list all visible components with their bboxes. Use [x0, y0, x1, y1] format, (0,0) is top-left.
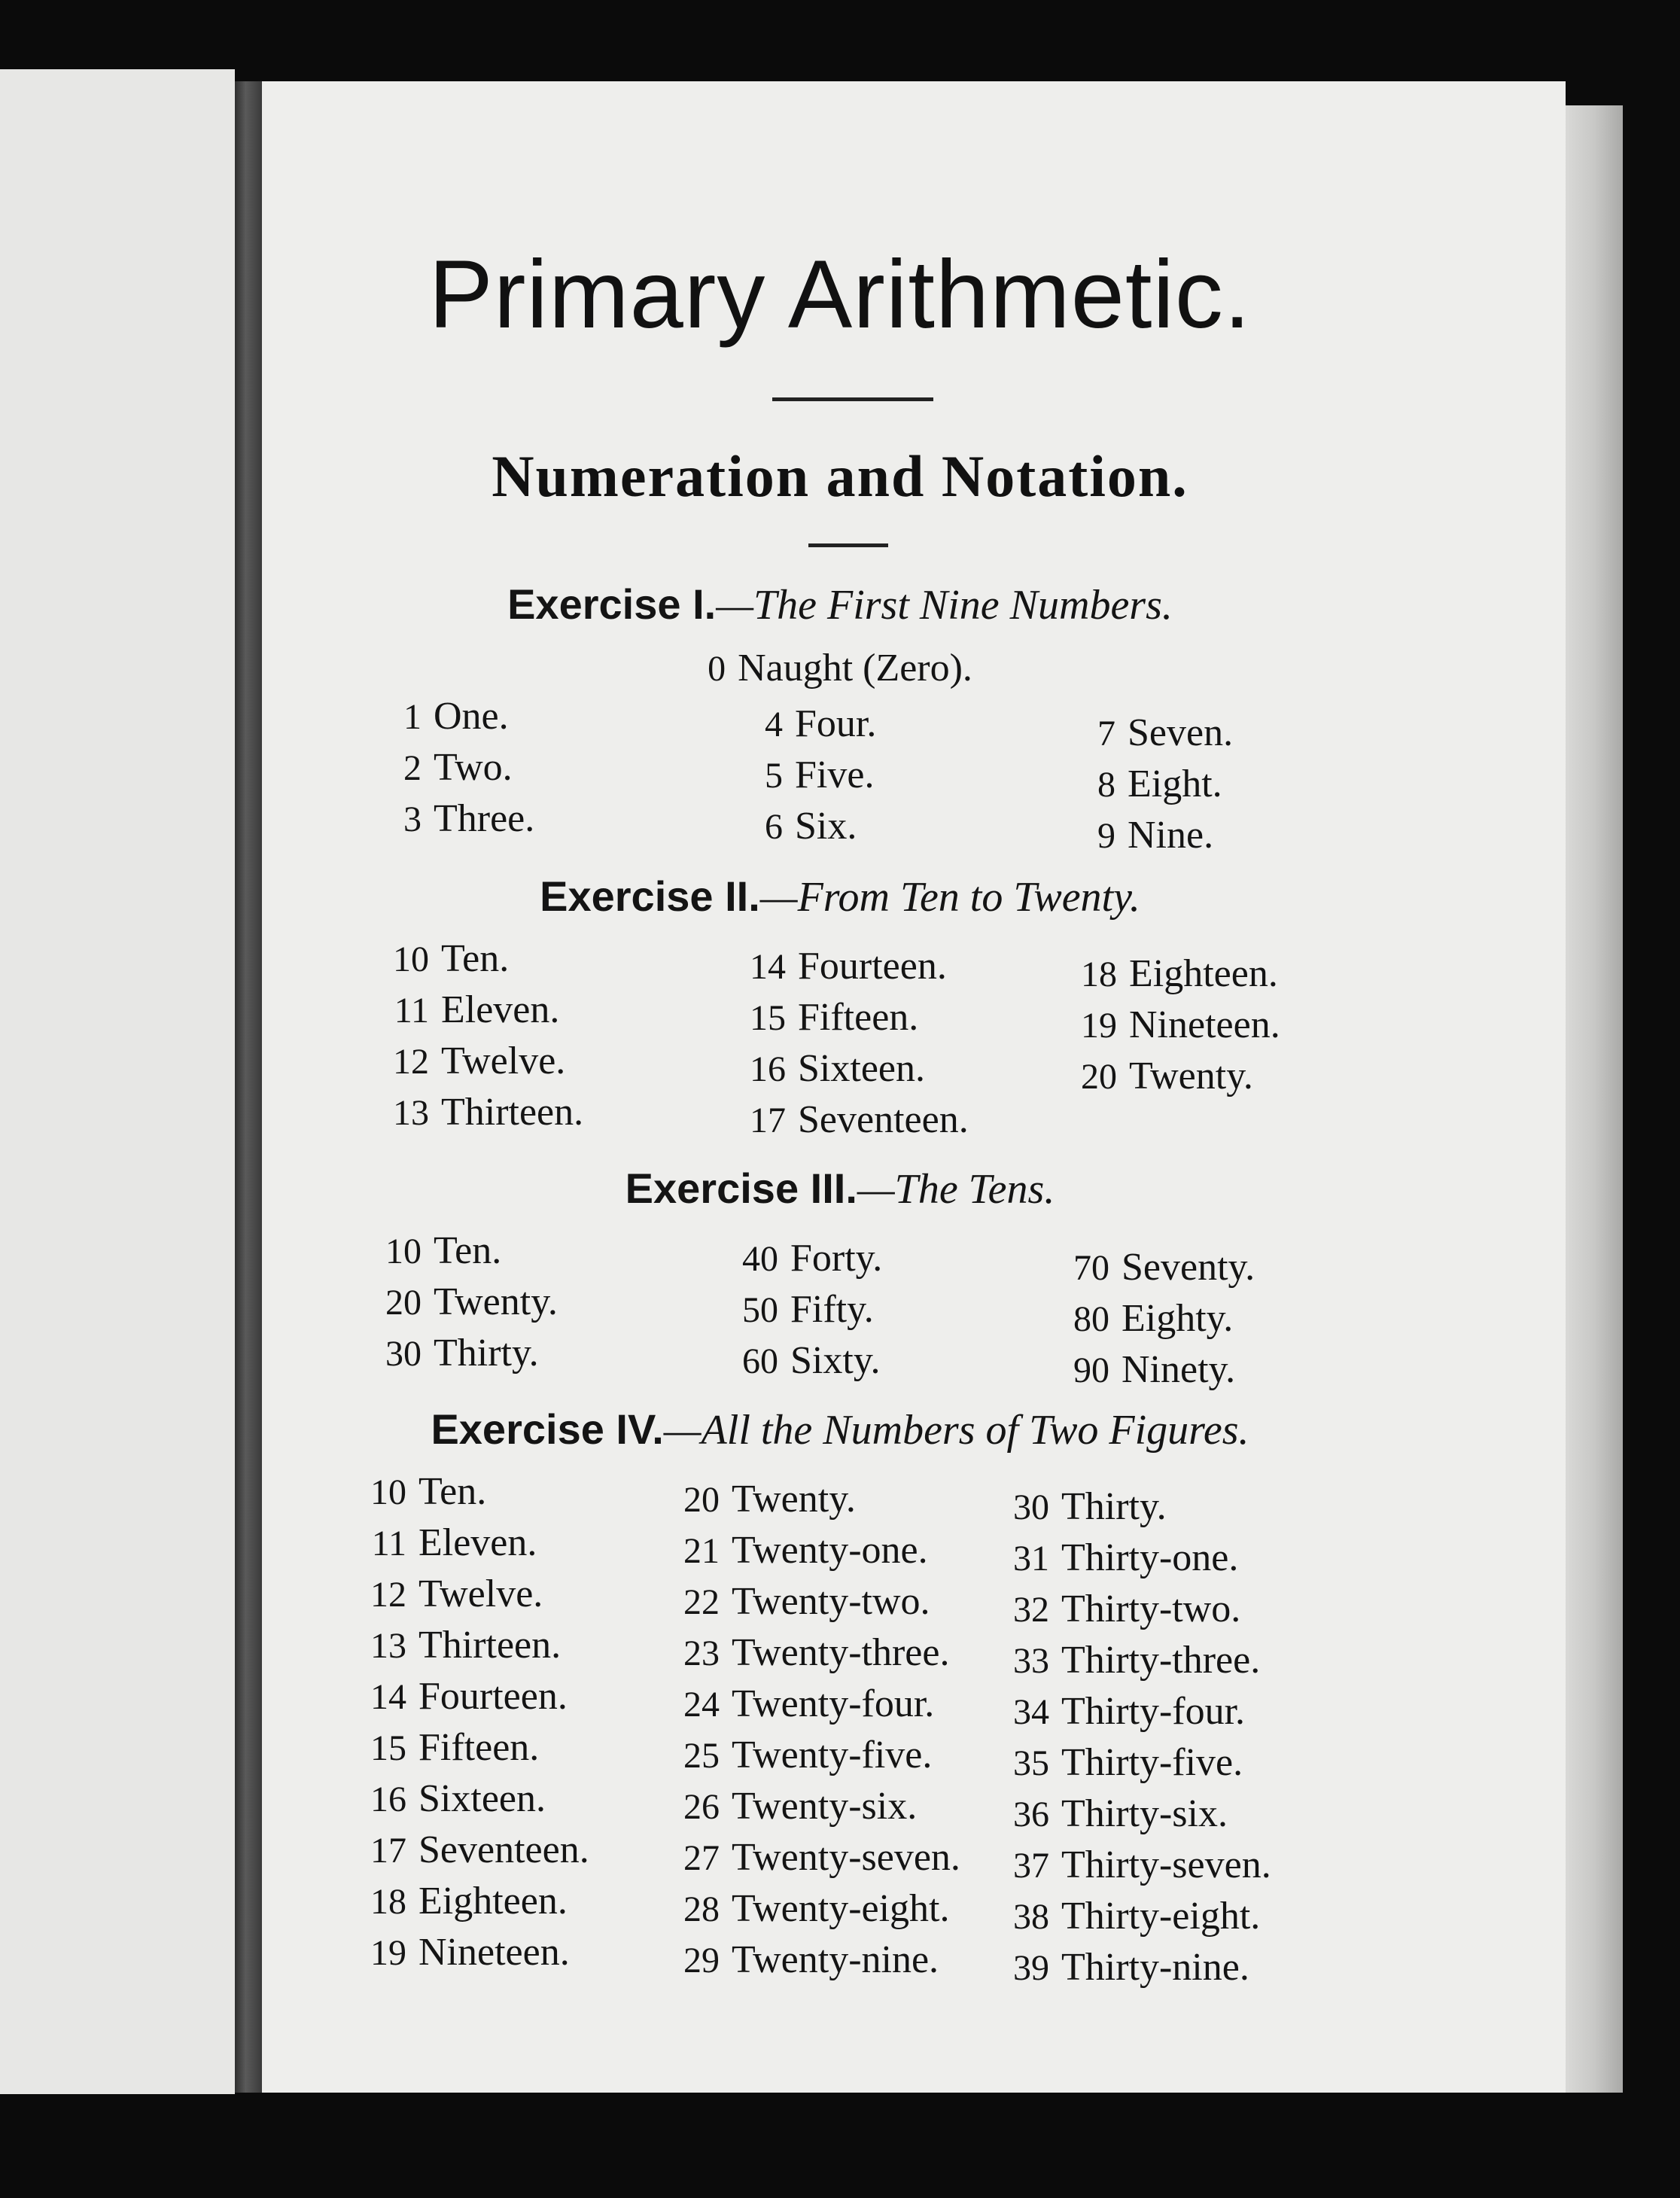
entry-number: 26 [683, 1787, 720, 1827]
entry-number: 2 [403, 748, 422, 788]
list-item [346, 1674, 568, 1720]
entry-word: Twenty-five. [732, 1734, 933, 1776]
list-item [346, 1828, 589, 1874]
entry-word: Sixteen. [798, 1047, 925, 1090]
entry-number: 33 [1013, 1641, 1049, 1681]
list-item [989, 1792, 1228, 1837]
entry-word: Thirteen. [418, 1624, 562, 1667]
entry-word: Fourteen. [418, 1675, 568, 1718]
entry-number: 38 [1013, 1897, 1049, 1937]
entry-number: 29 [683, 1941, 720, 1980]
entry-word: Three. [434, 797, 535, 840]
entry-word: Twenty. [1129, 1055, 1253, 1097]
list-item [1057, 1054, 1253, 1100]
entry-word: Twenty-six. [732, 1785, 918, 1828]
entry-number: 20 [683, 1480, 720, 1520]
entry-number: 14 [370, 1677, 406, 1717]
entry-word: Thirty-seven. [1061, 1843, 1271, 1886]
entry-number: 25 [683, 1736, 720, 1776]
list-item [369, 936, 509, 982]
entry-word: Seventeen. [418, 1828, 589, 1871]
entry-number: 28 [683, 1889, 720, 1929]
entry-number: 21 [683, 1531, 720, 1571]
entry-word: Thirty-six. [1061, 1792, 1228, 1835]
section-subtitle: Numeration and Notation. [492, 443, 1188, 509]
entry-word: Eighty. [1122, 1297, 1234, 1340]
entry-number: 80 [1073, 1299, 1109, 1339]
entry-word: Two. [434, 746, 513, 789]
entry-number: 15 [750, 998, 786, 1038]
title-rule [772, 397, 933, 401]
list-item [718, 1287, 874, 1333]
entry-number: 16 [370, 1779, 406, 1819]
entry-number: 30 [1013, 1487, 1049, 1527]
entry-word: Twenty. [434, 1280, 558, 1323]
list-item [659, 1630, 949, 1676]
entry-word: Thirty-two. [1061, 1588, 1241, 1630]
entry-word: Ten. [434, 1229, 502, 1272]
book-spine [235, 81, 262, 2093]
entry-word: Twenty-two. [732, 1580, 930, 1623]
entry-number: 20 [385, 1283, 422, 1323]
list-item [718, 1236, 882, 1282]
entry-number: 37 [1013, 1846, 1049, 1886]
entry-word: Eleven. [418, 1521, 537, 1564]
list-item [659, 1682, 934, 1728]
list-item [1078, 762, 1222, 808]
list-item [346, 1776, 546, 1822]
list-item [1078, 711, 1233, 757]
list-item [346, 1879, 568, 1925]
list-item [1078, 813, 1213, 859]
entry-word: Naught (Zero). [738, 647, 972, 690]
list-item [384, 796, 534, 842]
entry-number: 1 [403, 697, 422, 737]
list-item [659, 1784, 917, 1830]
entry-word: Twenty-seven. [732, 1836, 960, 1879]
entry-word: Nine. [1128, 814, 1214, 857]
list-item [1049, 1296, 1233, 1342]
list-item [1057, 1003, 1280, 1049]
entry-number: 36 [1013, 1795, 1049, 1834]
list-item [369, 1039, 565, 1085]
entry-word: Nineteen. [418, 1931, 570, 1974]
entry-word: Twenty-four. [732, 1682, 935, 1725]
list-item [659, 1579, 930, 1625]
list-item [346, 1725, 539, 1771]
entry-word: Eighteen. [418, 1880, 568, 1922]
entry-number: 10 [385, 1231, 422, 1271]
exercise-label: Exercise IV. [431, 1405, 664, 1453]
entry-number: 13 [393, 1093, 429, 1133]
list-item [989, 1740, 1243, 1786]
list-item [1049, 1245, 1255, 1291]
entry-number: 4 [765, 705, 783, 744]
exercise-dash: — [716, 582, 753, 629]
list-item [384, 694, 509, 740]
entry-word: Twelve. [441, 1040, 566, 1082]
entry-number: 9 [1097, 816, 1115, 856]
entry-word: Ninety. [1122, 1348, 1236, 1391]
entry-word: Thirty. [434, 1332, 539, 1375]
entry-number: 8 [1097, 765, 1115, 805]
exercise-topic: The First Nine Numbers. [753, 582, 1173, 629]
entry-number: 12 [370, 1575, 406, 1615]
list-item [361, 1228, 501, 1274]
entry-word: Twelve. [418, 1572, 543, 1615]
entry-number: 13 [370, 1626, 406, 1666]
entry-word: Forty. [790, 1237, 883, 1280]
entry-number: 24 [683, 1685, 720, 1725]
entry-number: 5 [765, 756, 783, 796]
exercise-label: Exercise I. [507, 580, 717, 628]
entry-number: 6 [765, 807, 783, 847]
entry-word: Fifteen. [418, 1726, 540, 1769]
list-item [726, 944, 947, 990]
list-item [726, 995, 918, 1041]
exercise-topic: From Ten to Twenty. [797, 874, 1140, 921]
entry-number: 20 [1081, 1057, 1117, 1097]
entry-word: Thirty. [1061, 1485, 1167, 1528]
exercise-label: Exercise III. [625, 1164, 857, 1212]
list-item [989, 1484, 1167, 1530]
list-item [361, 1280, 558, 1326]
entry-word: Ten. [418, 1470, 487, 1513]
entry-number: 30 [385, 1334, 422, 1374]
entry-number: 17 [750, 1101, 786, 1140]
exercise-heading [0, 1405, 1680, 1454]
entry-number: 34 [1013, 1692, 1049, 1732]
entry-word: Thirty-eight. [1061, 1895, 1261, 1938]
list-item [745, 804, 857, 850]
list-item [659, 1528, 928, 1574]
entry-number: 14 [750, 947, 786, 987]
exercise-heading [0, 1164, 1680, 1213]
subtitle-rule [808, 543, 888, 547]
entry-number: 3 [403, 799, 422, 839]
entry-word: Four. [795, 702, 877, 745]
entry-word: Twenty. [732, 1478, 856, 1521]
exercise-heading [0, 580, 1680, 629]
entry-word: Sixty. [790, 1339, 881, 1382]
exercise-dash: — [759, 874, 798, 921]
entry-number: 16 [750, 1049, 786, 1089]
exercise-topic: All the Numbers of Two Figures. [701, 1407, 1249, 1454]
entry-word: Fourteen. [798, 945, 947, 988]
entry-number: 12 [393, 1042, 429, 1082]
entry-number: 40 [742, 1239, 778, 1279]
entry-word: Six. [795, 805, 857, 848]
entry-number: 27 [683, 1838, 720, 1878]
list-item [989, 1536, 1238, 1582]
list-item [384, 745, 513, 791]
list-item [989, 1894, 1260, 1940]
entry-word: Thirty-one. [1061, 1536, 1239, 1579]
page-edge [1566, 105, 1623, 2093]
list-item [346, 1930, 570, 1976]
entry-word: Seventeen. [798, 1098, 969, 1141]
exercise-heading [0, 872, 1680, 921]
exercise-topic: The Tens. [894, 1166, 1055, 1213]
entry-word: Thirteen. [441, 1091, 584, 1134]
entry-word: Thirty-five. [1061, 1741, 1243, 1784]
zero-entry [0, 646, 1680, 690]
entry-word: Eight. [1128, 763, 1222, 805]
list-item [1049, 1347, 1235, 1393]
list-item [726, 1097, 969, 1143]
entry-word: Eighteen. [1129, 952, 1278, 995]
entry-word: Eleven. [441, 988, 560, 1031]
facing-page [0, 69, 235, 2094]
exercise-label: Exercise II. [540, 872, 760, 920]
exercise-dash: — [857, 1166, 895, 1213]
entry-word: Ten. [441, 937, 510, 980]
entry-number: 70 [1073, 1248, 1109, 1288]
entry-number: 90 [1073, 1350, 1109, 1390]
entry-word: Seven. [1128, 711, 1234, 754]
list-item [659, 1886, 950, 1932]
list-item [745, 753, 874, 799]
list-item [659, 1938, 939, 1983]
list-item [718, 1338, 880, 1384]
list-item [346, 1469, 486, 1515]
list-item [989, 1638, 1260, 1684]
list-item [989, 1689, 1245, 1735]
list-item [989, 1843, 1271, 1889]
entry-number: 18 [370, 1882, 406, 1922]
entry-word: Thirty-four. [1061, 1690, 1246, 1733]
entry-number: 23 [683, 1633, 720, 1673]
entry-number: 39 [1013, 1948, 1049, 1988]
entry-number: 22 [683, 1582, 720, 1622]
entry-number: 10 [393, 939, 429, 979]
entry-number: 11 [371, 1524, 406, 1563]
entry-number: 18 [1081, 954, 1117, 994]
list-item [346, 1521, 537, 1566]
entry-number: 35 [1013, 1743, 1049, 1783]
entry-number: 60 [742, 1341, 778, 1381]
list-item [659, 1835, 960, 1881]
list-item [346, 1572, 543, 1618]
list-item [659, 1477, 856, 1523]
entry-word: Fifteen. [798, 996, 919, 1039]
entry-word: Sixteen. [418, 1777, 546, 1820]
entry-word: Twenty-one. [732, 1529, 928, 1572]
list-item [1057, 951, 1278, 997]
entry-number: 19 [1081, 1006, 1117, 1046]
entry-word: Twenty-three. [732, 1631, 950, 1674]
list-item [659, 1733, 932, 1779]
entry-number: 50 [742, 1290, 778, 1330]
entry-number: 19 [370, 1933, 406, 1973]
list-item [745, 702, 876, 747]
entry-number: 7 [1097, 714, 1115, 753]
entry-number: 0 [708, 649, 726, 689]
entry-number: 15 [370, 1728, 406, 1768]
list-item [369, 988, 559, 1034]
page-title: Primary Arithmetic. [428, 241, 1252, 349]
entry-word: Seventy. [1122, 1246, 1255, 1289]
entry-word: One. [434, 695, 509, 738]
entry-number: 31 [1013, 1539, 1049, 1578]
entry-word: Twenty-nine. [732, 1938, 939, 1981]
entry-word: Thirty-three. [1061, 1639, 1261, 1682]
entry-word: Thirty-nine. [1061, 1946, 1249, 1989]
list-item [726, 1046, 925, 1092]
list-item [346, 1623, 561, 1669]
entry-number: 10 [370, 1472, 406, 1512]
list-item [361, 1331, 539, 1377]
list-item [989, 1587, 1240, 1633]
entry-number: 32 [1013, 1590, 1049, 1630]
list-item [369, 1090, 583, 1136]
entry-word: Twenty-eight. [732, 1887, 950, 1930]
entry-word: Nineteen. [1129, 1003, 1280, 1046]
list-item [989, 1945, 1249, 1991]
entry-word: Fifty. [790, 1288, 874, 1331]
exercise-dash: — [663, 1407, 702, 1454]
entry-number: 11 [394, 991, 429, 1031]
entry-number: 17 [370, 1831, 406, 1871]
entry-word: Five. [795, 753, 875, 796]
